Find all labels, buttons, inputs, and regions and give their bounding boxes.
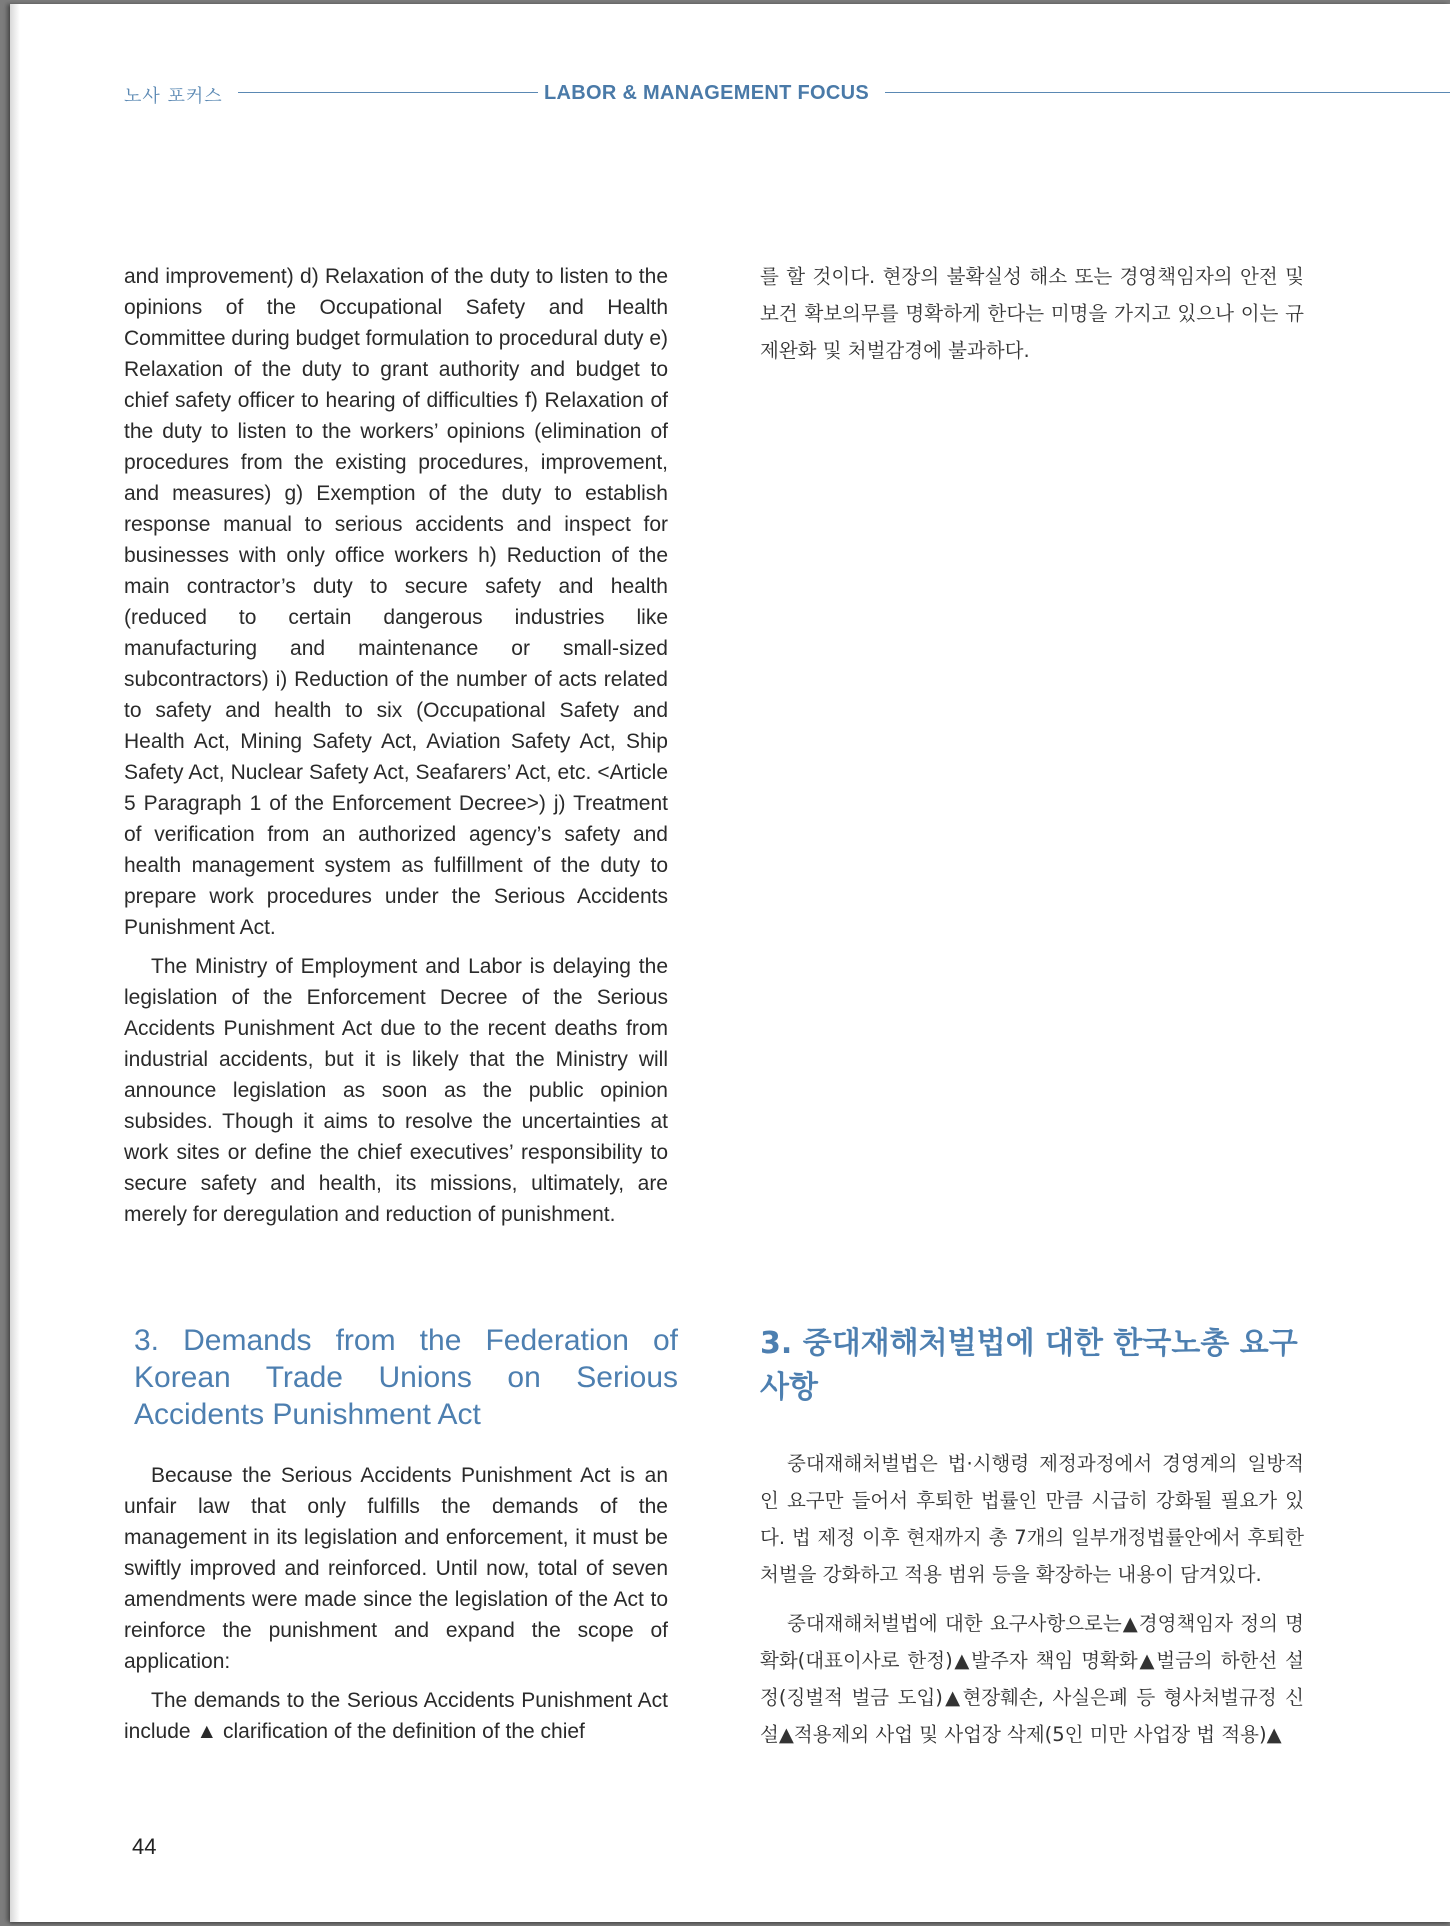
right-paragraph-2: 중대재해처벌법은 법·시행령 제정과정에서 경영계의 일방적인 요구만 들어서 후퇴한 법률인 만큼 시급히 강화될 필요가 있다. 법 제정 이후 현재까지 총 7개의 일부개정법률안에서 후퇴한 처벌을 강화하고 적용 범위 등을 확장하는 내용이 담겨있다. bbox=[760, 1452, 1304, 1586]
left-column-lower bbox=[124, 1460, 668, 1747]
header-section-en: LABOR & MANAGEMENT FOCUS bbox=[544, 82, 869, 104]
right-column-lower bbox=[760, 1445, 1304, 1753]
header-section-kr: 노사 포커스 bbox=[124, 86, 223, 107]
header-rule-right bbox=[885, 92, 1450, 93]
document-page bbox=[10, 4, 1450, 1922]
left-paragraph-4: The demands to the Serious Accidents Punishment Act include ▲ clarification of the definition of the chief bbox=[124, 1689, 668, 1743]
section-title-en: 3. Demands from the Federation of Korean Trade Unions on Serious Accidents Punishment Act bbox=[134, 1324, 678, 1431]
right-column-upper bbox=[760, 258, 1304, 369]
left-paragraph-1: and improvement) d) Relaxation of the duty to listen to the opinions of the Occupational Safety and Health Committee during budget formulation to procedural duty e) Relaxation of the duty to grant authority and budget to chief safety officer to hearing of difficulties f) Relaxation of the duty to listen to the workers’ opinions (elimination of procedures from the existing procedures, improvement, and measures) g) Exemption of the duty to establish response manual to serious accidents and inspect for businesses with only office workers h) Reduction of the main contractor’s duty to secure safety and health (reduced to certain dangerous industries like manufacturing and maintenance or small-sized subcontractors) i) Reduction of the number of acts related to safety and health to six (Occupational Safety and Health Act, Mining Safety Act, Aviation Safety Act, Ship Safety Act, Nuclear Safety Act, Seafarers’ Act, etc. <Article 5 Paragraph 1 of the Enforcement Decree>) j) Treatment of verification from an authorized agency’s safety and health management system as fulfillment of the duty to prepare work procedures under the Serious Accidents Punishment Act. bbox=[124, 265, 668, 939]
section-title-kr: 3. 중대재해처벌법에 대한 한국노총 요구사항 bbox=[760, 1326, 1298, 1405]
header-rule-left bbox=[238, 92, 538, 93]
left-column-upper bbox=[124, 261, 668, 1230]
right-paragraph-3: 중대재해처벌법에 대한 요구사항으로는▲경영책임자 정의 명확화(대표이사로 한정)▲발주자 책임 명확화▲벌금의 하한선 설정(징벌적 벌금 도입)▲현장훼손, 사실은폐 등 형사처벌규정 신설▲적용제외 사업 및 사업장 삭제(5인 미만 사업장 법 적용)▲ bbox=[760, 1612, 1304, 1746]
page-binding-shadow bbox=[10, 4, 20, 1922]
left-paragraph-2: The Ministry of Employment and Labor is delaying the legislation of the Enforcement Decree of the Serious Accidents Punishment Act due to the recent deaths from industrial accidents, but it is likely that the Ministry will announce legislation as soon as the public opinion subsides. Though it aims to resolve the uncertainties at work sites or define the chief executives’ responsibility to secure safety and health, its missions, ultimately, are merely for deregulation and reduction of punishment. bbox=[124, 955, 668, 1226]
right-paragraph-1: 를 할 것이다. 현장의 불확실성 해소 또는 경영책임자의 안전 및 보건 확보의무를 명확하게 한다는 미명을 가지고 있으나 이는 규제완화 및 처벌감경에 불과하다. bbox=[760, 265, 1304, 362]
left-paragraph-3: Because the Serious Accidents Punishment Act is an unfair law that only fulfills the demands of the management in its legislation and enforcement, it must be swiftly improved and reinforced. Until now, total of seven amendments were made since the legislation of the Act to reinforce the punishment and expand the scope of application: bbox=[124, 1464, 668, 1673]
page-number: 44 bbox=[132, 1834, 157, 1859]
